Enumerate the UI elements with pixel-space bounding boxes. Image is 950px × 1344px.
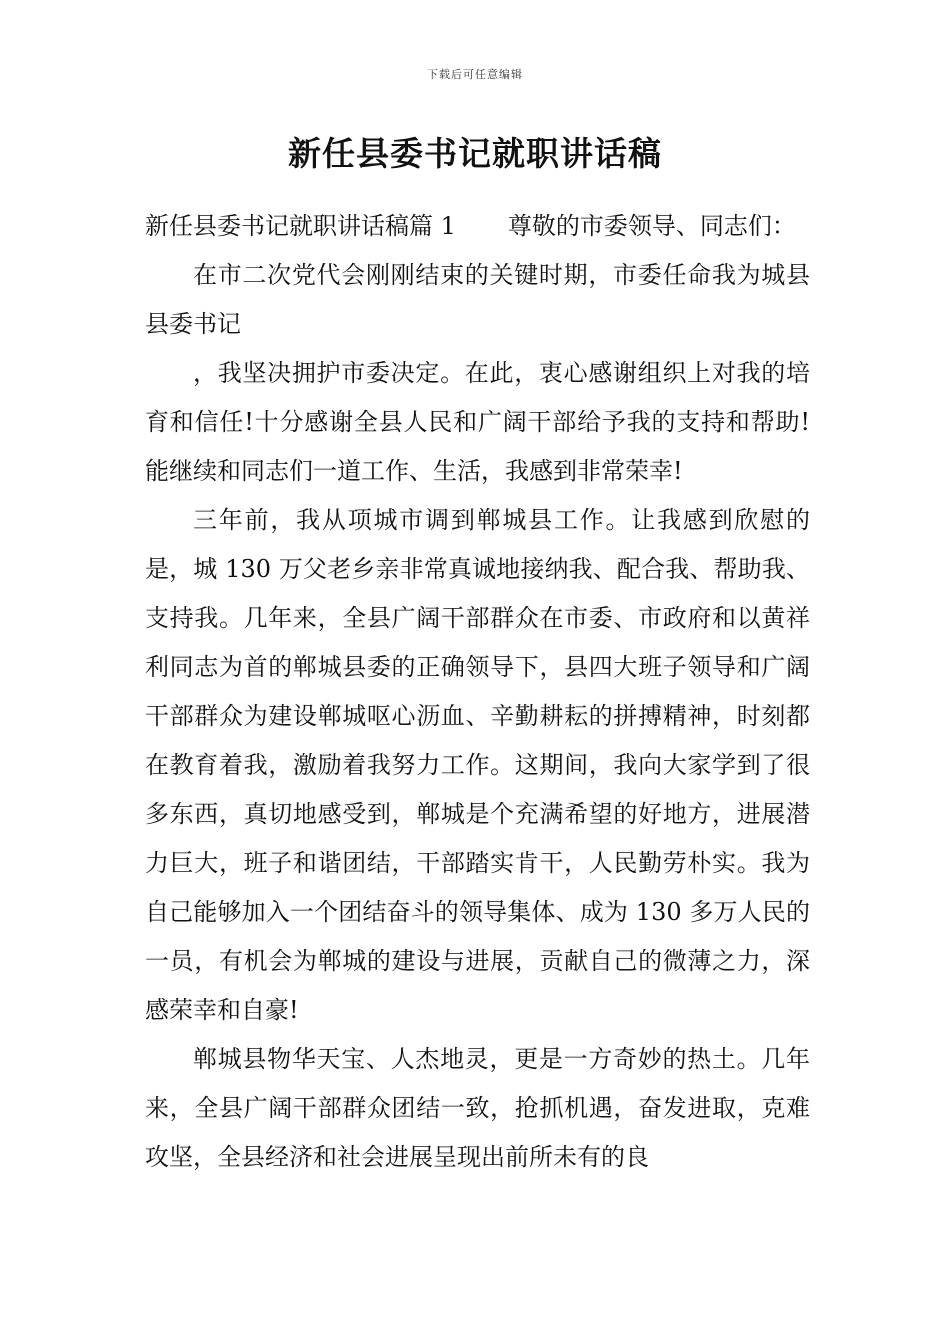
paragraph-3: 三年前，我从项城市调到郸城县工作。让我感到欣慰的是，城 130 万父老乡亲非常真诚地接纳我、配合我、帮助我、支持我。几年来，全县广阔干部群众在市委、市政府和以黄祥利同志为首的郸城县委的正确领导下，县四大班子领导和广阔干部群众为建设郸城呕心沥血、辛勤耕耘的拼搏精神，时刻都在教育着我，激励着我努力工作。这期间，我向大家学到了很多东西，真切地感受到，郸城是个充满希望的好地方，进展潜力巨大，班子和谐团结，干部踏实肯干，人民勤劳朴实。我为自己能够加入一个团结奋斗的领导集体、成为 130 多万人民的一员，有机会为郸城的建设与进展，贡献自己的微薄之力，深感荣幸和自豪! [145, 506, 810, 1024]
opening-line [145, 202, 810, 251]
salutation: 尊敬的市委领导、同志们： [507, 212, 796, 240]
header-note: 下载后可任意编辑 [427, 68, 523, 81]
paragraph-4: 郸城县物华天宝、人杰地灵，更是一方奇妙的热土。几年来，全县广阔干部群众团结一致，抢抓机遇，奋发进取，克难攻坚，全县经济和社会进展呈现出前所未有的良 [145, 1045, 810, 1171]
document-title: 新任县委书记就职讲话稿 [288, 134, 662, 173]
section-heading: 新任县委书记就职讲话稿篇 1 [145, 212, 456, 240]
document-body [145, 202, 810, 1182]
paragraph-1: 在市二次党代会刚刚结束的关键时期，市委任命我为城县县委书记 [145, 261, 810, 338]
paragraph-2: ，我坚决拥护市委决定。在此，衷心感谢组织上对我的培育和信任!十分感谢全县人民和广阔干部给予我的支持和帮助!能继续和同志们一道工作、生活，我感到非常荣幸! [145, 359, 810, 485]
